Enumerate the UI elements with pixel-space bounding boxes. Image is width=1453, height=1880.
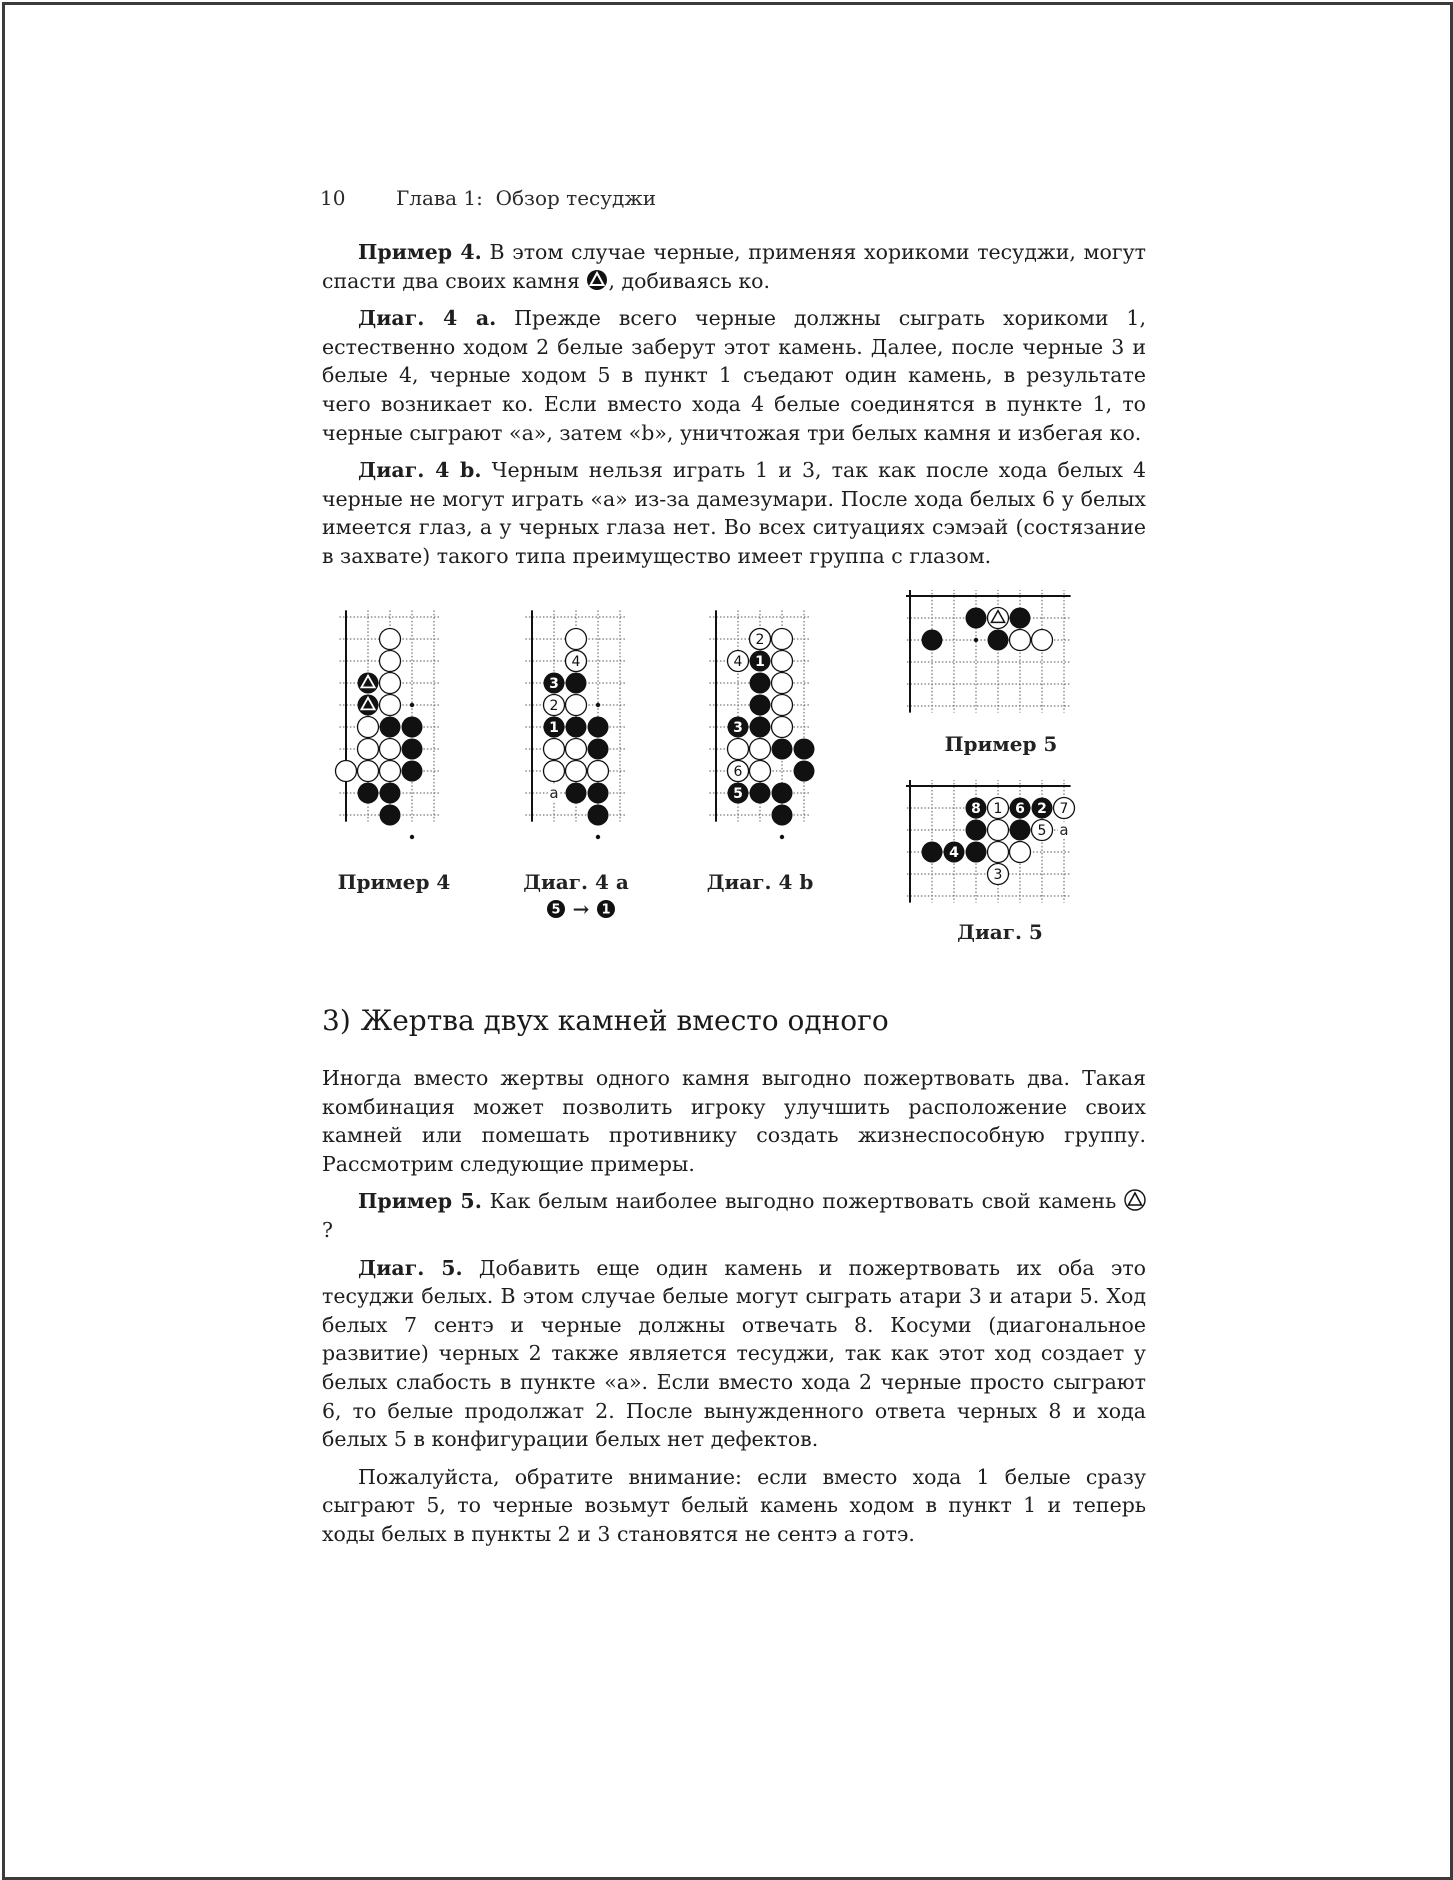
black-stone <box>358 783 379 804</box>
black-stone <box>750 673 771 694</box>
move-number: 2 <box>549 698 559 714</box>
white-stone <box>566 761 587 782</box>
white-stone <box>566 695 587 716</box>
white-stone <box>728 739 749 760</box>
black-stone <box>794 739 815 760</box>
white-stone <box>358 717 379 738</box>
black-stone <box>566 783 587 804</box>
move-number: 2 <box>755 632 765 648</box>
black-stone <box>588 717 609 738</box>
black-stone <box>750 717 771 738</box>
top-text <box>322 238 1146 580</box>
arrow: → <box>572 897 590 921</box>
move-number: 3 <box>549 676 559 692</box>
page-number: 10 <box>320 186 346 210</box>
black-stone <box>380 805 401 826</box>
black-stone <box>922 630 943 651</box>
black-stone <box>588 783 609 804</box>
hoshi-point <box>410 703 414 707</box>
caption-example-5: Пример 5 <box>944 732 1058 756</box>
black-stone <box>380 783 401 804</box>
white-stone <box>1032 630 1053 651</box>
black-stone-5-icon <box>546 899 566 919</box>
white-stone <box>588 761 609 782</box>
hoshi-point <box>780 835 784 839</box>
move-number: 2 <box>1037 801 1047 817</box>
white-triangle-stone-icon <box>1124 1189 1146 1211</box>
black-stone <box>402 717 423 738</box>
black-stone <box>1010 820 1031 841</box>
move-number: 6 <box>733 764 743 780</box>
paragraph-diag-4a: Диаг. 4 a. Прежде всего черные должны сыграть хорикоми 1, естественно ходом 2 белые заберут этот камень. Далее, после черные 3 и белые 4, черные ходом 5 в пункт 1 съедают один камень, в результате чего возникает ко. Если вместо хода 4 белые соединятся в пункте 1, то черные сыграют «a», затем «b», уничтожая три белых камня и избегая ко. <box>322 306 1146 445</box>
chapter-label: Глава 1: <box>396 186 483 210</box>
white-stone <box>358 761 379 782</box>
white-stone <box>566 629 587 650</box>
black-stone <box>566 673 587 694</box>
move-number: 3 <box>733 720 743 736</box>
white-stone <box>544 761 565 782</box>
white-stone <box>380 761 401 782</box>
black-stone <box>988 630 1009 651</box>
white-stone <box>566 739 587 760</box>
point-label: a <box>549 784 559 802</box>
diagram-example-4 <box>332 605 472 865</box>
white-stone <box>772 651 793 672</box>
black-stone <box>1010 608 1031 629</box>
chapter-title: Обзор тесуджи <box>495 186 657 210</box>
white-stone <box>336 761 357 782</box>
white-stone <box>380 651 401 672</box>
caption-diag-4b: Диаг. 4 b <box>706 870 814 894</box>
caption-diag-4a: Диаг. 4 a <box>523 870 629 894</box>
black-stone-1-icon <box>596 899 616 919</box>
white-stone <box>380 739 401 760</box>
white-stone <box>380 695 401 716</box>
running-header <box>320 186 656 210</box>
move-number: 6 <box>1015 801 1025 817</box>
move-number: 4 <box>733 654 743 670</box>
section-heading <box>322 1004 899 1037</box>
black-stone <box>588 805 609 826</box>
black-stone <box>588 739 609 760</box>
white-stone <box>544 739 565 760</box>
white-stone <box>380 629 401 650</box>
section-number: 3) <box>322 1004 351 1037</box>
white-stone <box>1010 842 1031 863</box>
black-stone <box>772 739 793 760</box>
bottom-text <box>322 1064 1146 1558</box>
svg-text:1: 1 <box>601 902 611 918</box>
paragraph-note: Пожалуйста, обратите внимание: если вместо хода 1 белые сразу сыграют 5, то черные возьмут белый камень ходом в пункт 1 и теперь ходы белых в пункты 2 и 3 становятся не сентэ а готэ. <box>322 1464 1146 1546</box>
diagram-4a <box>518 605 658 865</box>
black-stone <box>750 783 771 804</box>
paragraph-label: Диаг. 5. <box>358 1255 463 1280</box>
diagram-5 <box>906 780 1106 915</box>
black-stone <box>566 717 587 738</box>
diag-4a-ko-note <box>541 897 621 921</box>
paragraph-label: Диаг. 4 a. <box>358 306 497 331</box>
white-stone <box>772 695 793 716</box>
paragraph-example-5: Пример 5. Как белым наиболее выгодно пожертвовать свой камень ? <box>322 1187 1146 1244</box>
move-number: 3 <box>993 867 1003 883</box>
white-stone <box>750 739 771 760</box>
black-stone <box>750 695 771 716</box>
diagram-4b <box>702 605 842 865</box>
move-number: 1 <box>755 654 765 670</box>
move-number: 8 <box>971 801 981 817</box>
black-stone <box>772 805 793 826</box>
white-stone <box>380 673 401 694</box>
black-stone <box>402 761 423 782</box>
move-number: 5 <box>733 786 743 802</box>
move-number: 1 <box>549 720 559 736</box>
black-stone <box>966 608 987 629</box>
paragraph-intro: Иногда вместо жертвы одного камня выгодно пожертвовать два. Такая комбинация может позволить игроку улучшить расположение своих камней или помешать противнику создать жизнеспособную группу. Рассмотрим следующие примеры. <box>322 1066 1146 1176</box>
move-number: 7 <box>1059 801 1069 817</box>
section-title: Жертва двух камней вместо одного <box>360 1004 889 1037</box>
paragraph-label: Пример 5. <box>358 1189 482 1214</box>
point-label: a <box>1059 821 1069 839</box>
black-stone <box>966 820 987 841</box>
move-number: 5 <box>1037 823 1047 839</box>
move-number: 4 <box>949 845 959 861</box>
move-number: 1 <box>993 801 1003 817</box>
caption-example-4: Пример 4 <box>337 870 451 894</box>
svg-text:5: 5 <box>551 902 561 918</box>
caption-diag-5: Диаг. 5 <box>957 920 1043 944</box>
white-stone <box>358 739 379 760</box>
white-stone <box>1010 630 1031 651</box>
diagram-example-5 <box>906 590 1106 730</box>
paragraph-label: Пример 4. <box>358 240 482 264</box>
black-stone <box>966 842 987 863</box>
paragraph-label: Диаг. 4 b. <box>358 458 482 483</box>
paragraph-diag-4b: Диаг. 4 b. Черным нельзя играть 1 и 3, так как после хода белых 4 черные не могут играть «a» из-за дамезумари. После хода белых 6 у белых имеется глаз, а у черных глаза нет. Во всех ситуациях сэмэай (состязание в захвате) такого типа преимущество имеет группа с глазом. <box>322 458 1146 568</box>
hoshi-point <box>410 835 414 839</box>
white-stone <box>772 717 793 738</box>
hoshi-point <box>596 835 600 839</box>
white-stone <box>988 820 1009 841</box>
white-stone <box>772 673 793 694</box>
black-stone <box>402 739 423 760</box>
hoshi-point <box>596 703 600 707</box>
paragraph-diag-5: Диаг. 5. Добавить еще один камень и пожертвовать их оба это тесуджи белых. В этом случае белые могут сыграть атари 3 и атари 5. Ход белых 7 сентэ и черные должны отвечать 8. Косуми (диагональное развитие) черных 2 также является тесуджи, так как этот ход создает у белых слабость в пункте «a». Если вместо хода 2 черные просто сыграют 6, то белые продолжат 2. После вынужденного ответа черных 8 и хода белых 5 в конфигурации белых нет дефектов. <box>322 1255 1146 1452</box>
move-number: 4 <box>571 654 581 670</box>
paragraph-example-4: Пример 4. В этом случае черные, применяя хорикоми тесуджи, могут спасти два своих камня , добиваясь ко. <box>322 240 1146 293</box>
black-stone <box>922 842 943 863</box>
white-stone <box>750 761 771 782</box>
white-stone <box>988 842 1009 863</box>
hoshi-point <box>974 638 978 642</box>
black-stone <box>794 761 815 782</box>
black-triangle-stone-icon <box>586 269 608 291</box>
black-stone <box>772 783 793 804</box>
white-stone <box>772 629 793 650</box>
black-stone <box>380 717 401 738</box>
